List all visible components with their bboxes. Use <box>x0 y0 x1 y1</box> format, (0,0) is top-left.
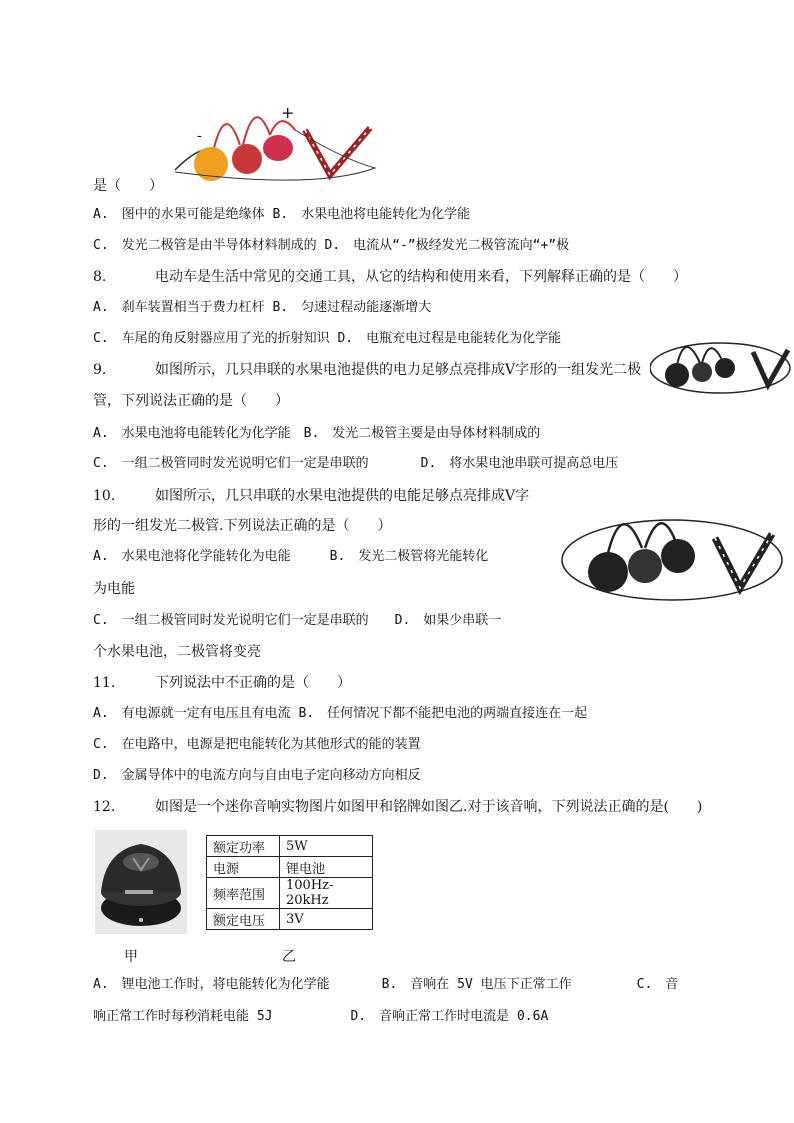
q12-stem <box>93 797 702 817</box>
q11-stem <box>93 673 351 693</box>
q9-number: 9. <box>93 362 107 378</box>
q10-stem-line2: 形的一组发光二极管.下列说法正确的是（ ） <box>93 518 392 534</box>
q7-option-a-b: A. 图中的水果可能是绝缘体 B. 水果电池将电能转化为化学能 <box>93 207 471 222</box>
fruit-battery-bw-figure-q9 <box>650 330 794 400</box>
spec-key: 频率范围 <box>207 878 280 909</box>
q12-option-c-d: 响正常工作时每秒消耗电能 5J D. 音响正常工作时电流是 0.6A <box>93 1009 549 1024</box>
q10-text1: 如图所示，几只串联的水果电池提供的电能足够点亮排成V字 <box>155 488 530 504</box>
q11-number: 11. <box>93 675 116 691</box>
q10-option-d-cont: 个水果电池，二极管将变亮 <box>93 644 261 660</box>
q8-text: 电动车是生活中常见的交通工具，从它的结构和使用来看，下列解释正确的是（ ） <box>155 269 687 285</box>
caption-jia: 甲 <box>124 949 138 965</box>
spec-value: 3V <box>280 909 373 930</box>
q10-number: 10. <box>93 488 116 504</box>
q8-stem <box>93 267 687 287</box>
fruit-battery-bw-figure-q10 <box>560 498 785 606</box>
mini-speaker-image <box>95 830 187 934</box>
q8-option-c-d: C. 车尾的角反射器应用了光的折射知识 D. 电瓶充电过程是电能转化为化学能 <box>93 331 562 346</box>
caption-yi: 乙 <box>282 949 296 965</box>
q11-option-d: D. 金属导体中的电流方向与自由电子定向移动方向相反 <box>93 768 421 783</box>
q11-option-a-b: A. 有电源就一定有电压且有电流 B. 任何情况下都不能把电池的两端直接连在一起 <box>93 706 588 721</box>
table-row <box>207 909 373 930</box>
q10-option-a-b: A. 水果电池将化学能转化为电能 B. 发光二极管将光能转化 <box>93 549 489 564</box>
q12-option-a-b-c: A. 锂电池工作时，将电能转化为化学能 B. 音响在 5V 电压下正常工作 C. 音 <box>93 977 679 992</box>
q10-option-b-cont: 为电能 <box>93 581 135 597</box>
spec-value: 100Hz-20kHz <box>280 878 373 909</box>
q9-option-c-d: C. 一组二极管同时发光说明它们一定是串联的 D. 将水果电池串联可提高总电压 <box>93 456 619 471</box>
q9-text1: 如图所示，几只串联的水果电池提供的电力足够点亮排成V字形的一组发光二极 <box>155 362 642 378</box>
q9-stem-line2: 管，下列说法正确的是（ ） <box>93 393 289 409</box>
table-row <box>207 857 373 878</box>
table-row <box>207 878 373 909</box>
q11-text: 下列说法中不正确的是（ ） <box>155 675 351 691</box>
fruit-battery-color-figure <box>165 100 380 185</box>
q9-option-a-b: A. 水果电池将电能转化为化学能 B. 发光二极管主要是由导体材料制成的 <box>93 426 541 441</box>
q9-stem-line1 <box>93 360 641 380</box>
plus-label: + <box>281 103 295 122</box>
q7-option-c-d: C. 发光二极管是由半导体材料制成的 D. 电流从“-”极经发光二极管流向“+”极 <box>93 238 570 253</box>
q10-option-c-d: C. 一组二极管同时发光说明它们一定是串联的 D. 如果少串联一 <box>93 613 502 628</box>
minus-label: - <box>197 128 202 144</box>
q8-option-a-b: A. 刹车装置相当于费力杠杆 B. 匀速过程动能逐渐增大 <box>93 300 432 315</box>
q7-stem-tail: 是（ ） <box>93 178 163 194</box>
spec-key: 额定电压 <box>207 909 280 930</box>
spec-nameplate-table <box>206 835 373 930</box>
spec-key: 额定功率 <box>207 836 280 857</box>
spec-value: 5W <box>280 836 373 857</box>
spec-key: 电源 <box>207 857 280 878</box>
q12-number: 12. <box>93 799 116 815</box>
q8-number: 8. <box>93 269 107 285</box>
q12-text: 如图是一个迷你音响实物图片如图甲和铭牌如图乙.对于该音响，下列说法正确的是( ) <box>155 799 703 815</box>
spec-value: 锂电池 <box>280 857 373 878</box>
q11-option-c: C. 在电路中，电源是把电能转化为其他形式的能的装置 <box>93 737 421 752</box>
table-row <box>207 836 373 857</box>
q10-stem-line1 <box>93 486 529 506</box>
